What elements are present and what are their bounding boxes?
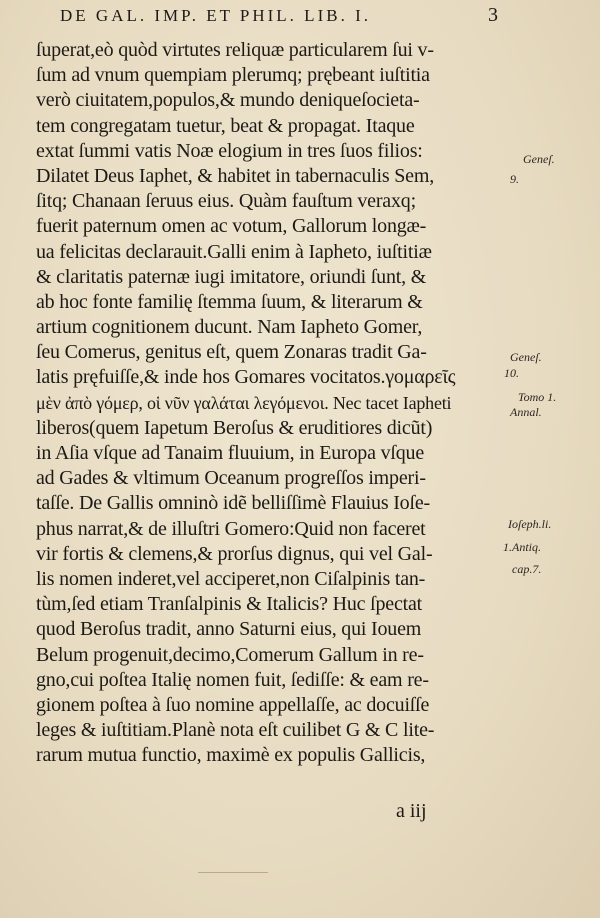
margin-note-genesis-ref: 10. [504,366,519,380]
text-line: ſeu Comerus, genitus eſt, quem Zonaras tradit Ga- [36,341,427,364]
text-line: in Aſia vſque ad Tanaim fluuium, in Europa vſque [36,442,424,464]
body-text [36,38,506,768]
margin-note-genesis: Geneſ. [510,350,542,364]
text-line: ua felicitas declarauit.Galli enim à Iapheto, iuſtitiæ [36,240,432,263]
margin-note-cap: cap.7. [512,562,542,576]
text-line: fuerit paternum omen ac votum, Gallorum longæ- [36,215,427,238]
text-line: gionem poſtea à ſuo nomine appellaſſe, ac docuiſſe [36,693,430,716]
text-line: taſſe. De Gallis omninò idẽ belliſſimè Flauius Ioſe- [36,492,430,515]
text-line: rarum mutua functio, maximè ex populis Gallicis, [36,744,426,767]
margin-note-genesis-ref: 9. [510,172,519,186]
running-head: DE GAL. IMP. ET PHIL. LIB. I. [60,6,371,25]
margin-note-genesis: Geneſ. [523,152,555,166]
text-line: lis nomen inderet,vel acciperet,non Ciſalpinis tan- [36,567,426,590]
text-line: phus narrat,& de illuſtri Gomero:Quid non faceret [36,517,426,540]
text-line: artium cognitionem ducunt. Nam Iapheto Gomer, [36,316,423,339]
margin-note-tomo: Tomo 1. [518,390,557,404]
text-line: quod Beroſus tradit, anno Saturni eius, qui Iouem [36,618,422,641]
margin-note-annal: Annal. [510,405,542,419]
text-line: leges & iuſtitiam.Planè nota eſt cuilibet G & C lite- [36,719,435,742]
text-line: gno,cui poſtea Italię nomen fuit, ſediſſe: & eam re- [36,668,429,691]
text-line: ab hoc fonte familię ſtemma ſuum, & literarum & [36,290,423,313]
signature-mark: a iij [396,800,427,822]
text-line: latis pręfuiſſe,& inde hos Gomares vocitatos.γομαρεῖς [36,366,456,389]
text-line: Dilatet Deus Iaphet, & habitet in tabernaculis Sem, [36,164,435,187]
margin-note-antiq: 1.Antiq. [503,540,541,554]
page-smudge [198,872,268,873]
text-line: tùm,ſed etiam Tranſalpinis & Italicis? Huc ſpectat [36,593,423,616]
text-line: verò ciuitatem,populos,& mundo deniqueſocieta- [36,89,420,112]
text-line: liberos(quem Iapetum Beroſus & eruditiores dicũt) [36,416,433,439]
text-line: tem congregatam tuetur, beat & propagat. Itaque [36,114,415,137]
text-line: extat ſummi vatis Noæ elogium in tres ſuos filios: [36,139,423,162]
text-line: ad Gades & vltimum Oceanum progreſſos imperi- [36,467,426,490]
text-line: ſitq; Chanaan ſeruus eius. Quàm fauſtum veraxq; [36,190,416,213]
text-line: Belum progenuit,decimo,Comerum Gallum in re- [36,643,424,666]
text-line: ſum ad vnum quempiam plerumq; prębeant iuſtitia [36,64,430,87]
text-line: ſuperat,eò quòd virtutes reliquæ particularem ſui v- [36,39,434,61]
text-line: vir fortis & clemens,& prorſus dignus, qui vel Gal- [36,542,433,565]
text-line: & claritatis paternæ iugi imitatore, oriundi ſunt, & [36,265,427,288]
text-line: μὲν ἀπὸ γόμερ, οἱ νῦν γαλάται λεγόμενοι. Nec tacet Iapheti [36,392,452,413]
margin-note-ioseph: Ioſeph.li. [508,517,552,531]
page-number: 3 [488,4,498,26]
